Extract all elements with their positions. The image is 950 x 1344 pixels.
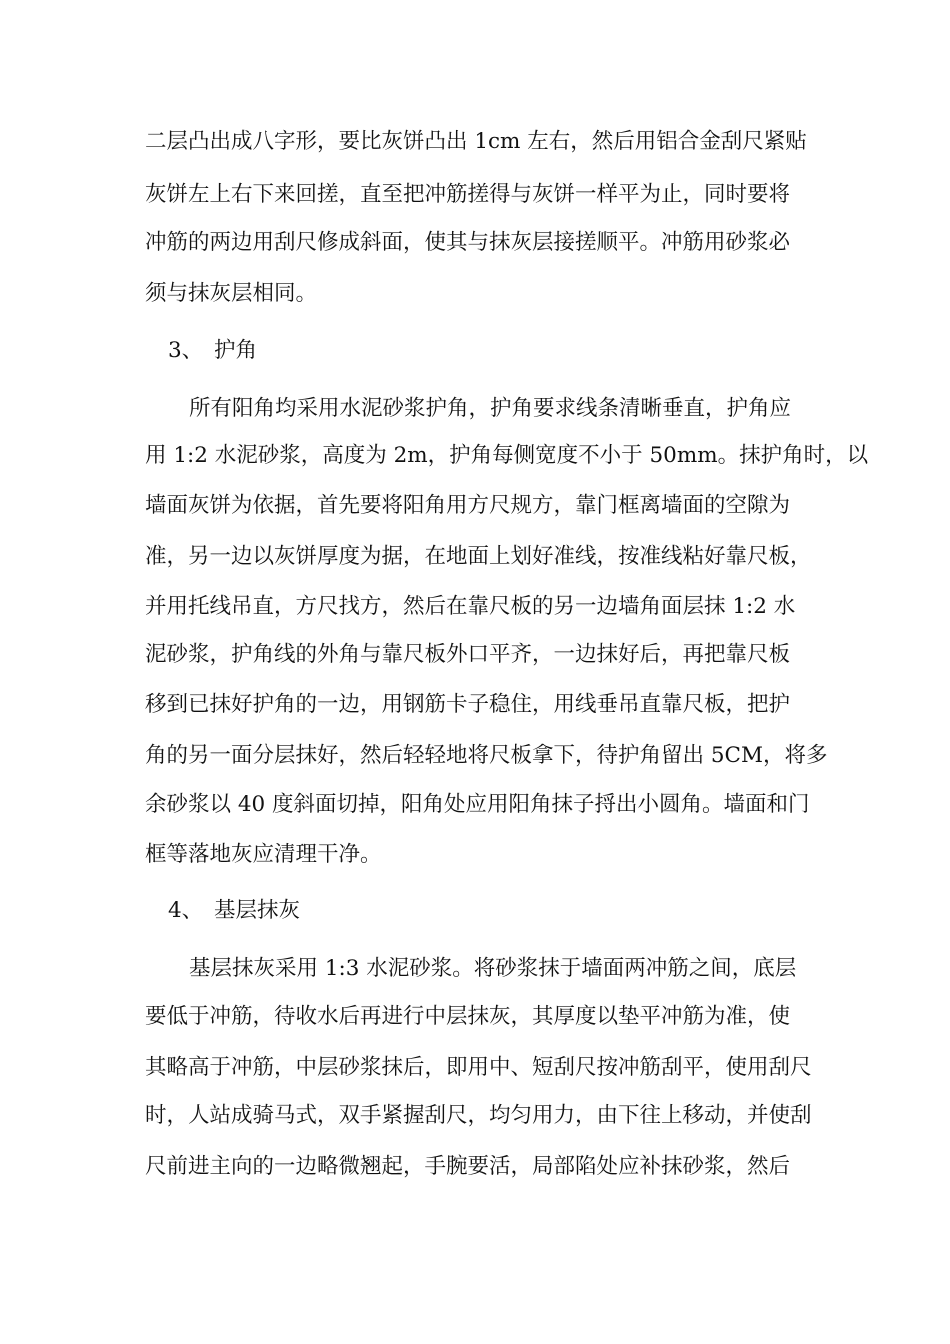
paragraph-line: 须与抹灰层相同。 <box>145 281 318 306</box>
paragraph-line: 灰饼左上右下来回搓，直至把冲筋搓得与灰饼一样平为止，同时要将 <box>145 182 791 207</box>
paragraph-line: 框等落地灰应清理干净。 <box>145 842 382 867</box>
paragraph-line: 用 1:2 水泥砂浆，高度为 2m，护角每侧宽度不小于 50mm。抹护角时，以 <box>145 443 869 468</box>
paragraph-line: 冲筋的两边用刮尺修成斜面，使其与抹灰层接搓顺平。冲筋用砂浆必 <box>145 230 791 255</box>
paragraph-line: 要低于冲筋，待收水后再进行中层抹灰，其厚度以垫平冲筋为准，使 <box>145 1004 791 1029</box>
paragraph-line: 并用托线吊直，方尺找方，然后在靠尺板的另一边墙角面层抹 1:2 水 <box>145 594 796 619</box>
paragraph-line: 时，人站成骑马式，双手紧握刮尺，均匀用力，由下往上移动，并使刮 <box>145 1103 812 1128</box>
section-heading-4 <box>168 896 300 926</box>
paragraph-line: 尺前进主向的一边略微翘起，手腕要活，局部陷处应补抹砂浆，然后 <box>145 1154 791 1179</box>
paragraph-line: 其略高于冲筋，中层砂浆抹后，即用中、短刮尺按冲筋刮平，使用刮尺 <box>145 1055 812 1080</box>
paragraph-line: 所有阳角均采用水泥砂浆护角，护角要求线条清晰垂直，护角应 <box>189 396 792 421</box>
paragraph-line: 二层凸出成八字形，要比灰饼凸出 1cm 左右，然后用铝合金刮尺紧贴 <box>145 129 807 154</box>
section-number: 4、 <box>168 898 204 923</box>
paragraph-line: 准，另一边以灰饼厚度为据，在地面上划好准线，按准线粘好靠尺板， <box>145 544 812 569</box>
paragraph-line: 移到已抹好护角的一边，用钢筋卡子稳住，用线垂吊直靠尺板，把护 <box>145 692 791 717</box>
paragraph-line: 墙面灰饼为依据，首先要将阳角用方尺规方，靠门框离墙面的空隙为 <box>145 493 791 518</box>
paragraph-line: 余砂浆以 40 度斜面切掉，阳角处应用阳角抹子捋出小圆角。墙面和门 <box>145 792 810 817</box>
paragraph-line: 基层抹灰采用 1:3 水泥砂浆。将砂浆抹于墙面两冲筋之间，底层 <box>189 956 797 981</box>
section-title: 基层抹灰 <box>214 898 301 923</box>
section-title: 护角 <box>214 338 258 363</box>
paragraph-line: 泥砂浆，护角线的外角与靠尺板外口平齐，一边抹好后，再把靠尺板 <box>145 642 791 667</box>
section-heading-3 <box>168 336 257 366</box>
section-number: 3、 <box>168 338 204 363</box>
paragraph-line: 角的另一面分层抹好，然后轻轻地将尺板拿下，待护角留出 5CM，将多 <box>145 743 828 768</box>
